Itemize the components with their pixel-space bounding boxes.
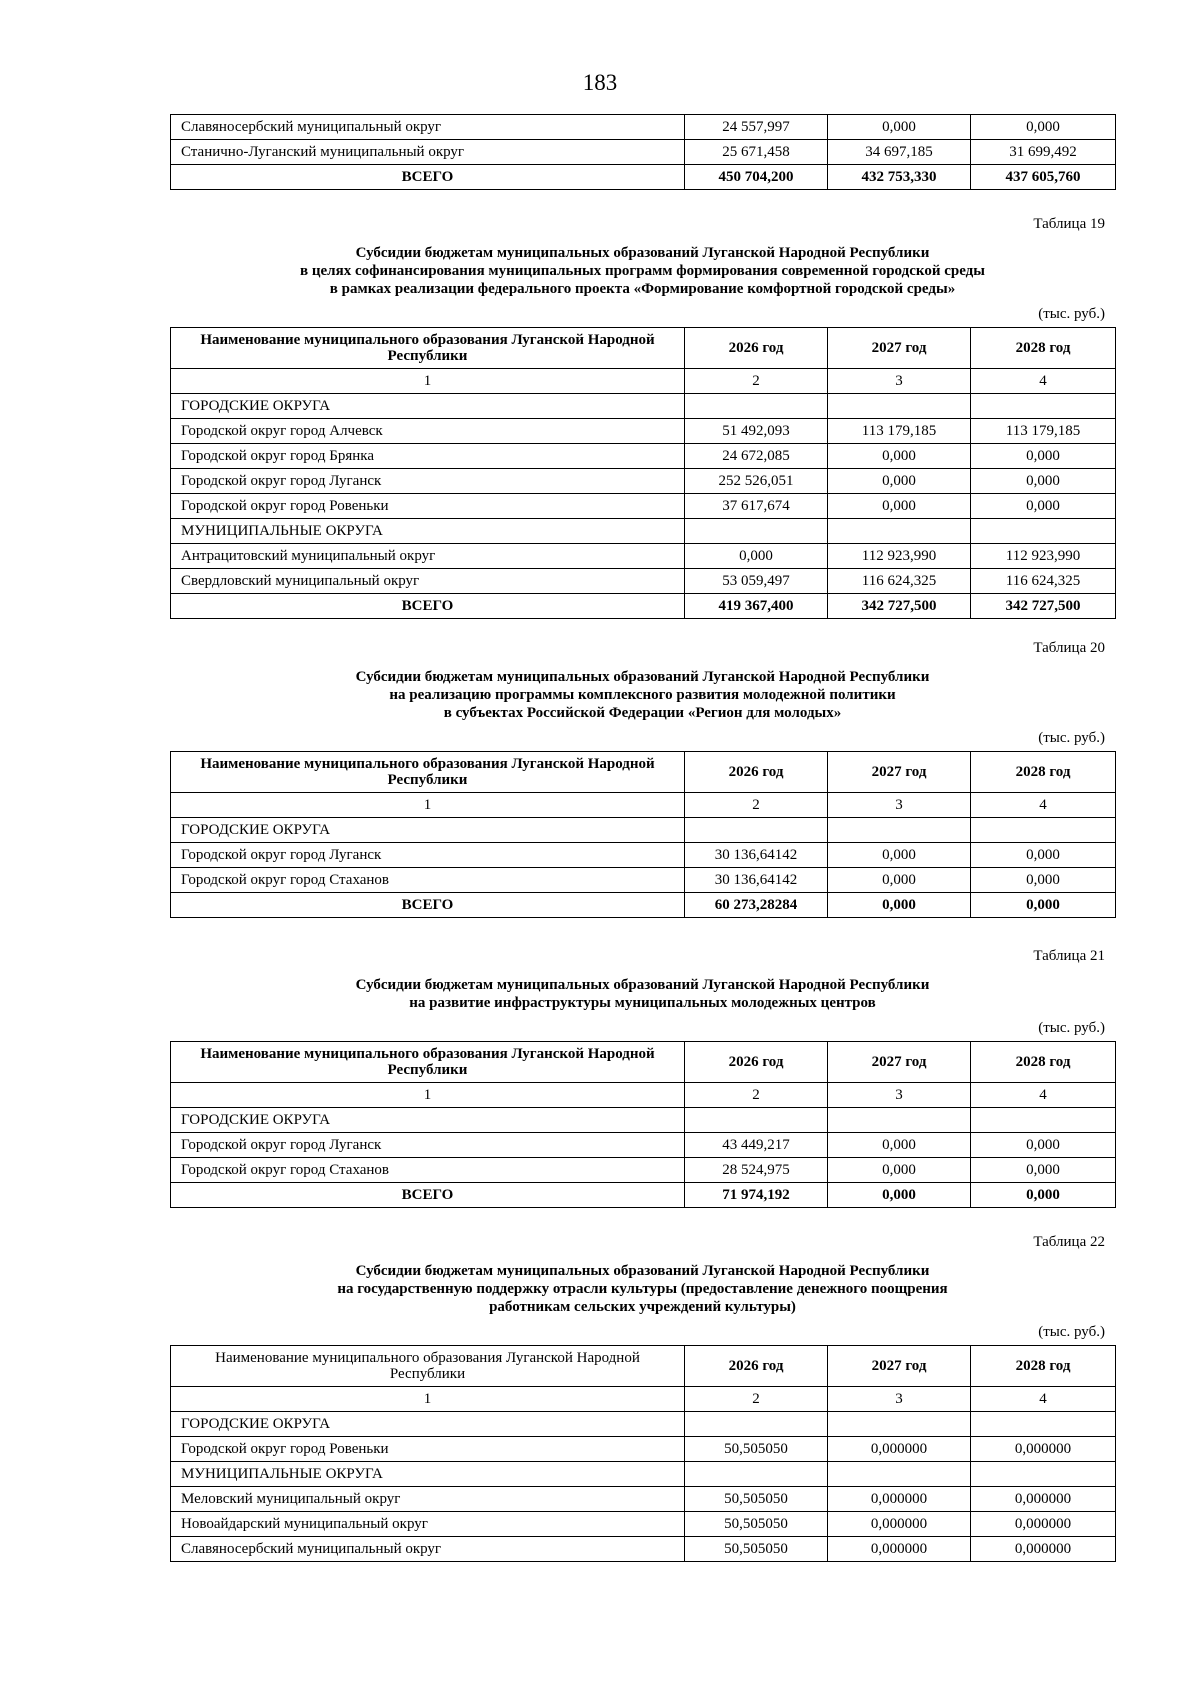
row-name: Городской округ город Луганск [171,1133,685,1158]
row-value: 28 524,975 [685,1158,828,1183]
header-row [171,1346,1116,1387]
total-value: 437 605,760 [971,165,1116,190]
column-header: 2028 год [971,752,1116,793]
row-name: Станично-Луганский муниципальный округ [171,140,685,165]
table-row [171,494,1116,519]
row-value: 0,000 [971,494,1116,519]
column-header: Наименование муниципального образования Луганской Народной Республики [171,752,685,793]
column-number: 1 [171,1387,685,1412]
row-name: Городской округ город Алчевск [171,419,685,444]
row-name: ГОРОДСКИЕ ОКРУГА [171,1412,685,1437]
table-19-body [171,328,1116,619]
table-title [170,976,1115,1012]
row-name: Городской округ город Луганск [171,843,685,868]
total-label: ВСЕГО [171,594,685,619]
units-label: (тыс. руб.) [1038,1324,1105,1340]
continued-table-body [171,115,1116,190]
row-name: Антрацитовский муниципальный округ [171,544,685,569]
row-value: 0,000000 [971,1487,1116,1512]
row-value: 0,000 [971,1158,1116,1183]
column-number: 2 [685,369,828,394]
row-value: 31 699,492 [971,140,1116,165]
table-title-line: Субсидии бюджетам муниципальных образований Луганской Народной Республики [355,245,930,261]
table-title-line: Субсидии бюджетам муниципальных образований Луганской Народной Республики [355,977,930,993]
table-22 [170,1345,1116,1562]
table-row [171,140,1116,165]
column-number: 2 [685,1387,828,1412]
row-name: Славяносербский муниципальный округ [171,115,685,140]
table-title-line: в целях софинансирования муниципальных программ формирования современной городской среды [300,263,985,279]
row-value: 50,505050 [685,1487,828,1512]
column-header: 2027 год [828,1042,971,1083]
table-title-line: в субъектах Российской Федерации «Регион для молодых» [443,705,842,721]
column-header: 2026 год [685,328,828,369]
row-name: Городской округ город Стаханов [171,868,685,893]
row-value: 0,000 [828,469,971,494]
row-value: 0,000000 [828,1487,971,1512]
row-value: 0,000 [971,843,1116,868]
column-header: 2028 год [971,1042,1116,1083]
row-name: Славяносербский муниципальный округ [171,1537,685,1562]
row-value [971,394,1116,419]
total-value: 0,000 [828,893,971,918]
total-value: 342 727,500 [971,594,1116,619]
row-value: 116 624,325 [828,569,971,594]
table-title [170,668,1115,722]
row-value [685,1412,828,1437]
column-header: Наименование муниципального образования Луганской Народной Республики [171,1346,685,1387]
row-value: 50,505050 [685,1512,828,1537]
row-value: 0,000000 [828,1437,971,1462]
total-value: 432 753,330 [828,165,971,190]
column-number: 2 [685,1083,828,1108]
total-label: ВСЕГО [171,893,685,918]
table-title-line: на развитие инфраструктуры муниципальных молодежных центров [409,995,876,1011]
row-name: ГОРОДСКИЕ ОКРУГА [171,394,685,419]
column-number: 4 [971,793,1116,818]
table-22-block [170,1234,1115,1562]
total-row [171,893,1116,918]
row-value: 0,000 [828,1133,971,1158]
column-header: 2027 год [828,1346,971,1387]
row-value: 25 671,458 [685,140,828,165]
column-header: Наименование муниципального образования Луганской Народной Республики [171,328,685,369]
row-value: 0,000 [971,469,1116,494]
row-value: 0,000000 [971,1437,1116,1462]
units-label: (тыс. руб.) [1038,306,1105,322]
page-number: 183 [582,70,618,95]
total-value: 0,000 [971,1183,1116,1208]
row-value [971,1108,1116,1133]
table-row [171,1462,1116,1487]
row-value: 0,000 [828,1158,971,1183]
row-value: 0,000 [971,1133,1116,1158]
continued-table-block [170,114,1115,190]
row-value [685,1108,828,1133]
row-value: 0,000000 [971,1537,1116,1562]
table-22-body [171,1346,1116,1562]
table-label: Таблица 20 [1033,640,1105,656]
table-row [171,444,1116,469]
row-value [971,818,1116,843]
row-name: Меловский муниципальный округ [171,1487,685,1512]
table-21 [170,1041,1116,1208]
column-header: 2026 год [685,752,828,793]
column-number: 4 [971,1387,1116,1412]
table-row [171,544,1116,569]
column-number: 4 [971,369,1116,394]
row-value: 51 492,093 [685,419,828,444]
table-title-line: в рамках реализации федерального проекта «Формирование комфортной городской среды» [329,281,956,297]
table-row [171,469,1116,494]
table-row [171,1512,1116,1537]
row-value: 0,000 [828,444,971,469]
row-value [828,1462,971,1487]
header-row [171,328,1116,369]
table-title-line: Субсидии бюджетам муниципальных образований Луганской Народной Республики [355,1263,930,1279]
row-value: 252 526,051 [685,469,828,494]
row-value: 0,000 [685,544,828,569]
row-value: 113 179,185 [828,419,971,444]
column-number-row [171,793,1116,818]
row-value [971,1462,1116,1487]
row-value: 34 697,185 [828,140,971,165]
table-row [171,1158,1116,1183]
row-value: 53 059,497 [685,569,828,594]
table-label: Таблица 19 [1033,216,1105,232]
column-header: 2027 год [828,752,971,793]
row-value [828,519,971,544]
row-name: Новоайдарский муниципальный округ [171,1512,685,1537]
row-value [685,818,828,843]
table-row [171,569,1116,594]
column-number-row [171,369,1116,394]
table-21-body [171,1042,1116,1208]
row-value: 113 179,185 [971,419,1116,444]
total-value: 71 974,192 [685,1183,828,1208]
total-label: ВСЕГО [171,165,685,190]
row-value: 50,505050 [685,1537,828,1562]
row-name: Городской округ город Луганск [171,469,685,494]
units-label: (тыс. руб.) [1038,730,1105,746]
row-value: 50,505050 [685,1437,828,1462]
table-row [171,818,1116,843]
row-value: 0,000 [828,843,971,868]
row-name: Городской округ город Ровеньки [171,494,685,519]
row-value: 0,000 [828,115,971,140]
row-name: Городской округ город Брянка [171,444,685,469]
row-name: ГОРОДСКИЕ ОКРУГА [171,818,685,843]
column-number: 3 [828,369,971,394]
table-20 [170,751,1116,918]
column-number: 3 [828,1083,971,1108]
row-value: 0,000 [828,494,971,519]
row-value [828,1412,971,1437]
row-value: 0,000 [971,868,1116,893]
table-20-body [171,752,1116,918]
table-label: Таблица 21 [1033,948,1105,964]
total-value: 0,000 [828,1183,971,1208]
row-value: 0,000000 [828,1537,971,1562]
row-name: Городской округ город Ровеньки [171,1437,685,1462]
table-title-line: на реализацию программы комплексного развития молодежной политики [389,687,896,703]
table-title [170,244,1115,298]
row-value: 30 136,64142 [685,868,828,893]
row-value [828,394,971,419]
table-row [171,1412,1116,1437]
column-header: 2028 год [971,1346,1116,1387]
header-row [171,752,1116,793]
column-number: 2 [685,793,828,818]
row-value: 112 923,990 [828,544,971,569]
total-row [171,165,1116,190]
table-row [171,419,1116,444]
total-label: ВСЕГО [171,1183,685,1208]
table-title [170,1262,1115,1316]
row-name: Городской округ город Стаханов [171,1158,685,1183]
total-value: 419 367,400 [685,594,828,619]
continued-table [170,114,1116,190]
column-number: 3 [828,793,971,818]
table-row [171,115,1116,140]
column-number: 1 [171,1083,685,1108]
row-value [971,1412,1116,1437]
table-row [171,394,1116,419]
table-row [171,1133,1116,1158]
column-header: 2027 год [828,328,971,369]
row-name: Свердловский муниципальный округ [171,569,685,594]
column-header: Наименование муниципального образования Луганской Народной Республики [171,1042,685,1083]
table-title-line: Субсидии бюджетам муниципальных образований Луганской Народной Республики [355,669,930,685]
column-number: 3 [828,1387,971,1412]
row-value: 30 136,64142 [685,843,828,868]
table-title-line: работникам сельских учреждений культуры) [489,1299,796,1315]
total-value: 60 273,28284 [685,893,828,918]
row-value [685,1462,828,1487]
total-row [171,594,1116,619]
column-number: 4 [971,1083,1116,1108]
row-value: 37 617,674 [685,494,828,519]
table-row [171,1487,1116,1512]
row-value [685,519,828,544]
table-label: Таблица 22 [1033,1234,1105,1250]
column-header: 2026 год [685,1346,828,1387]
table-row [171,843,1116,868]
row-value: 0,000000 [971,1512,1116,1537]
row-value: 0,000 [971,444,1116,469]
table-row [171,1537,1116,1562]
column-number-row [171,1083,1116,1108]
row-value: 0,000 [828,868,971,893]
table-19-block [170,216,1115,619]
row-value [971,519,1116,544]
column-header: 2026 год [685,1042,828,1083]
total-row [171,1183,1116,1208]
row-value [828,1108,971,1133]
table-row [171,868,1116,893]
row-value [828,818,971,843]
total-value: 342 727,500 [828,594,971,619]
table-row [171,1108,1116,1133]
row-name: МУНИЦИПАЛЬНЫЕ ОКРУГА [171,519,685,544]
row-value: 116 624,325 [971,569,1116,594]
row-value [685,394,828,419]
row-value: 43 449,217 [685,1133,828,1158]
total-value: 0,000 [971,893,1116,918]
row-value: 24 672,085 [685,444,828,469]
table-title-line: на государственную поддержку отрасли культуры (предоставление денежного поощрения [337,1281,948,1297]
row-value: 0,000000 [828,1512,971,1537]
column-number-row [171,1387,1116,1412]
table-row [171,1437,1116,1462]
total-value: 450 704,200 [685,165,828,190]
column-header: 2028 год [971,328,1116,369]
header-row [171,1042,1116,1083]
table-19 [170,327,1116,619]
units-label: (тыс. руб.) [1038,1020,1105,1036]
column-number: 1 [171,369,685,394]
table-row [171,519,1116,544]
table-20-block [170,640,1115,918]
row-value: 0,000 [971,115,1116,140]
row-value: 24 557,997 [685,115,828,140]
row-value: 112 923,990 [971,544,1116,569]
column-number: 1 [171,793,685,818]
row-name: МУНИЦИПАЛЬНЫЕ ОКРУГА [171,1462,685,1487]
table-21-block [170,948,1115,1208]
row-name: ГОРОДСКИЕ ОКРУГА [171,1108,685,1133]
